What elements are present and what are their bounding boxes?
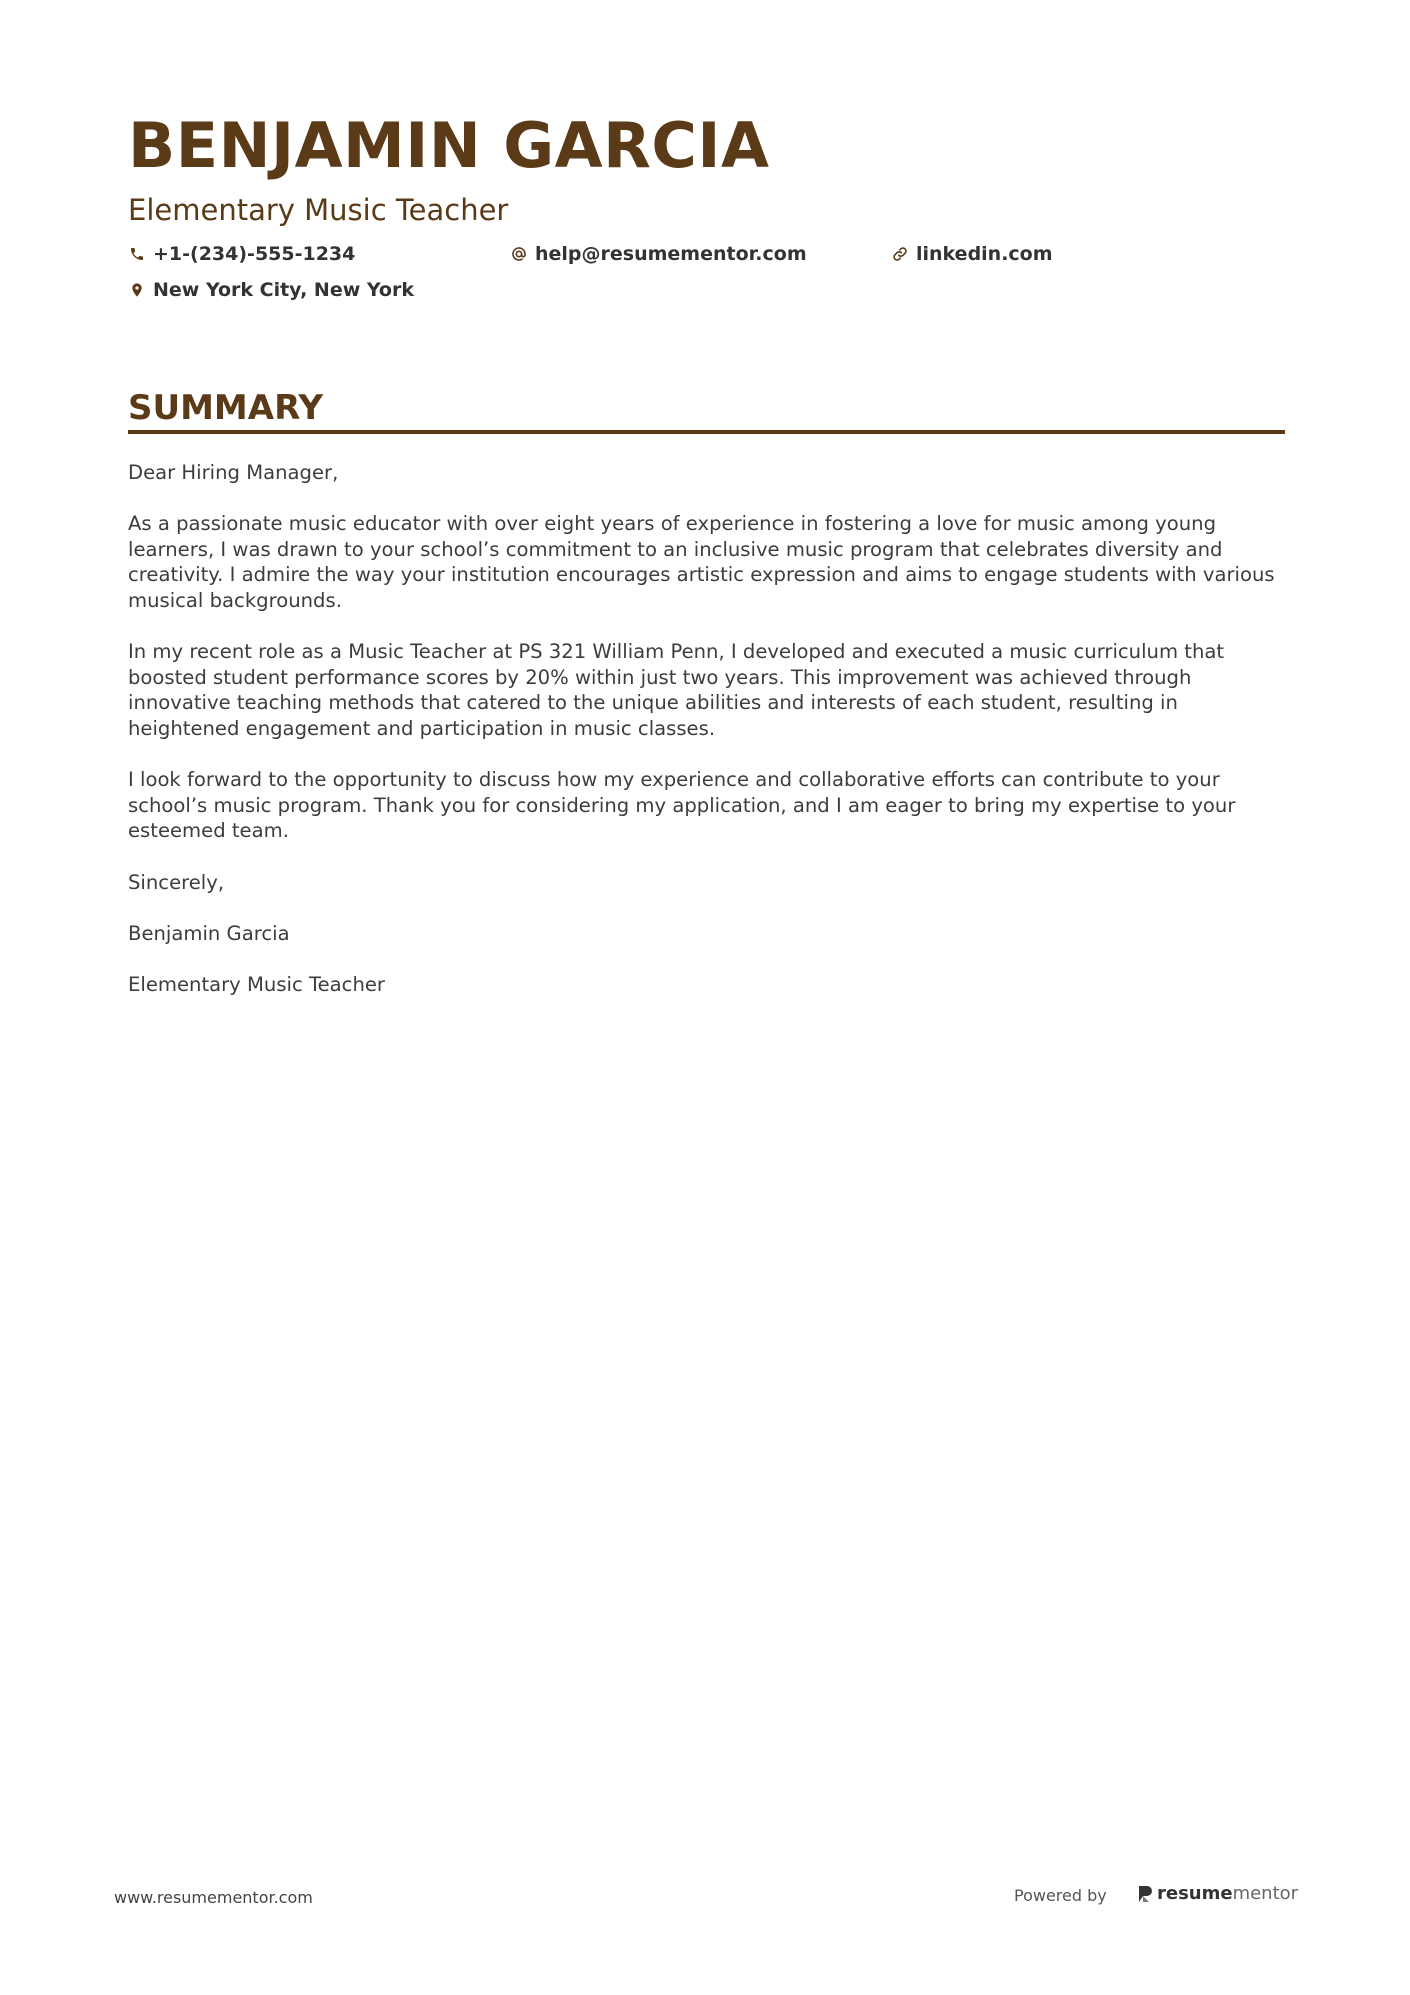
footer-website-link[interactable]: www.resumementor.com — [114, 1888, 313, 1907]
brand-name-light: mentor — [1232, 1883, 1299, 1904]
letter-paragraph: In my recent role as a Music Teacher at PS 321 William Penn, I developed and executed a music curriculum that boosted student performance scores by 20% within just two years. This improvement was achieved through innovative teaching methods that catered to the unique abilities and interests of each student, resulting in heightened engagement and participation in music classes. — [128, 640, 1225, 740]
at-icon — [510, 245, 528, 263]
contact-phone-text: +1-(234)-555-1234 — [153, 243, 356, 265]
letter-paragraph: I look forward to the opportunity to discuss how my experience and collaborative efforts can contribute to your school’s music program. Thank you for considering my application, and I am eager to bring my expertise to your esteemed team. — [128, 768, 1236, 843]
contact-location — [128, 277, 414, 303]
link-icon — [891, 245, 909, 263]
contact-location-text: New York City, New York — [153, 279, 414, 301]
signature-name: Benjamin Garcia — [128, 921, 290, 945]
candidate-job-title: Elementary Music Teacher — [128, 193, 509, 227]
letter-closing: Sincerely, — [128, 870, 225, 894]
letter-body — [128, 460, 1288, 1023]
section-heading-summary: SUMMARY — [128, 388, 324, 428]
resumementor-logo-icon — [1137, 1884, 1153, 1904]
letter-greeting: Dear Hiring Manager, — [128, 461, 339, 484]
letter-paragraph: As a passionate music educator with over eight years of experience in fostering a love for music among young learners, I was drawn to your school’s commitment to an inclusive music program that celebrates diversity and creativity. I admire the way your institution encourages artistic expression and aims to engage students with various musical backgrounds. — [128, 512, 1275, 612]
candidate-name: BENJAMIN GARCIA — [128, 109, 770, 182]
contact-email[interactable] — [510, 241, 807, 267]
location-pin-icon — [128, 281, 146, 299]
contact-website-text[interactable]: linkedin.com — [916, 243, 1053, 265]
signature-title: Elementary Music Teacher — [128, 972, 385, 996]
contact-phone — [128, 241, 355, 267]
phone-icon — [128, 245, 146, 263]
contact-website[interactable] — [891, 241, 1053, 267]
brand-logo[interactable] — [1137, 1882, 1298, 1906]
powered-by-label: Powered by — [1014, 1886, 1107, 1905]
contact-email-text[interactable]: help@resumementor.com — [535, 243, 807, 265]
brand-name-bold: resume — [1157, 1883, 1233, 1904]
section-divider — [128, 430, 1285, 434]
